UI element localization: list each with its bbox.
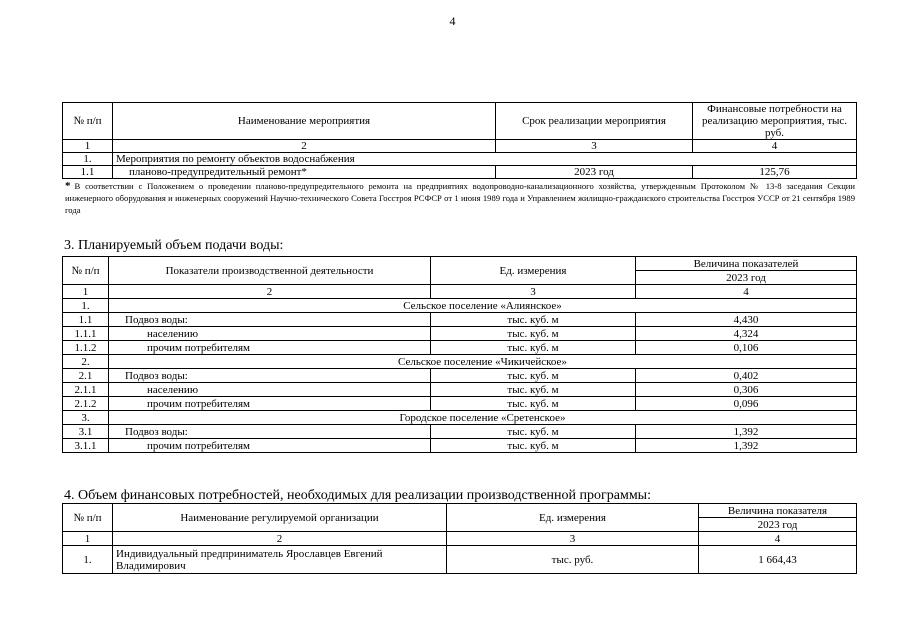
group-title: Мероприятия по ремонту объектов водоснабжения <box>113 153 857 166</box>
page-number: 4 <box>449 14 456 28</box>
section-3-title: 3. Планируемый объем подачи воды: <box>64 238 284 253</box>
table-row <box>63 439 857 453</box>
row-unit: тыс. руб. <box>447 546 699 574</box>
table-row <box>63 166 857 179</box>
row-value: 0,106 <box>636 341 857 355</box>
table-row <box>63 153 857 166</box>
row-name: Индивидуальный предприниматель Ярославцев Евгений Владимирович <box>113 546 447 574</box>
header-num: № п/п <box>63 504 113 532</box>
row-value: 1,392 <box>636 425 857 439</box>
group-title: Сельское поселение «Алиянское» <box>109 299 857 313</box>
footnote <box>65 180 855 216</box>
colnum: 1 <box>63 285 109 299</box>
header-name: Наименование регулируемой организации <box>113 504 447 532</box>
header-unit: Ед. измерения <box>447 504 699 532</box>
row-num: 3.1 <box>63 425 109 439</box>
row-name: прочим потребителям <box>109 439 431 453</box>
header-year: 2023 год <box>636 271 857 285</box>
row-num: 1.1.1 <box>63 327 109 341</box>
group-row <box>63 411 857 425</box>
colnum: 1 <box>63 532 113 546</box>
table-row <box>63 369 857 383</box>
row-num: 3. <box>63 411 109 425</box>
row-unit: тыс. куб. м <box>431 341 636 355</box>
row-term: 2023 год <box>496 166 693 179</box>
row-num: 2.1.1 <box>63 383 109 397</box>
water-supply-table <box>62 256 857 453</box>
row-unit: тыс. куб. м <box>431 313 636 327</box>
header-year: 2023 год <box>699 518 857 532</box>
row-num: 1. <box>63 153 113 166</box>
row-name: прочим потребителям <box>109 341 431 355</box>
row-value: 0,402 <box>636 369 857 383</box>
colnum: 3 <box>431 285 636 299</box>
row-unit: тыс. куб. м <box>431 425 636 439</box>
header-name: Показатели производственной деятельности <box>109 257 431 285</box>
colnum: 4 <box>699 532 857 546</box>
header-name: Наименование мероприятия <box>113 103 496 140</box>
colnum: 2 <box>113 140 496 153</box>
group-title: Городское поселение «Сретенское» <box>109 411 857 425</box>
footnote-text: В соответствии с Положением о проведении планово-предупредительного ремонта на предприятиях водопроводно-канализационного хозяйства, утвержденным Протоколом № 13-8 заседания Секции инженерного оборудования и инженерных сооружений Научно-технического Совета Госстроя РСФСР от 1 июня 1989 года и Управлением жилищно-гражданского строительства Госстроя УССР от 21 сентября 1989 года <box>65 181 855 215</box>
table-row <box>63 397 857 411</box>
row-name: населению <box>109 327 431 341</box>
header-value-group: Величина показателей <box>636 257 857 271</box>
table-row <box>63 425 857 439</box>
row-value: 125,76 <box>693 166 857 179</box>
row-num: 2.1 <box>63 369 109 383</box>
table-row <box>63 546 857 574</box>
group-title: Сельское поселение «Чикичейское» <box>109 355 857 369</box>
table-row <box>63 383 857 397</box>
row-num: 2.1.2 <box>63 397 109 411</box>
row-num: 1.1 <box>63 166 113 179</box>
table-row <box>63 327 857 341</box>
colnum: 4 <box>693 140 857 153</box>
colnum: 1 <box>63 140 113 153</box>
row-name: Подвоз воды: <box>109 425 431 439</box>
row-value: 4,324 <box>636 327 857 341</box>
table-row <box>63 313 857 327</box>
row-value: 1,392 <box>636 439 857 453</box>
header-value: Финансовые потребности на реализацию мероприятия, тыс. руб. <box>693 103 857 140</box>
header-term: Срок реализации мероприятия <box>496 103 693 140</box>
row-value: 1 664,43 <box>699 546 857 574</box>
row-unit: тыс. куб. м <box>431 369 636 383</box>
header-value-group: Величина показателя <box>699 504 857 518</box>
row-num: 1.1 <box>63 313 109 327</box>
row-unit: тыс. куб. м <box>431 327 636 341</box>
measures-table <box>62 102 857 179</box>
colnum: 2 <box>109 285 431 299</box>
row-name: населению <box>109 383 431 397</box>
header-num: № п/п <box>63 257 109 285</box>
header-num: № п/п <box>63 103 113 140</box>
row-value: 0,096 <box>636 397 857 411</box>
section-4-title: 4. Объем финансовых потребностей, необходимых для реализации производственной программы: <box>64 488 651 503</box>
financial-needs-table <box>62 503 857 574</box>
row-num: 3.1.1 <box>63 439 109 453</box>
row-num: 2. <box>63 355 109 369</box>
row-value: 4,430 <box>636 313 857 327</box>
row-name: Подвоз воды: <box>109 313 431 327</box>
row-name: планово-предупредительный ремонт* <box>113 166 496 179</box>
row-unit: тыс. куб. м <box>431 439 636 453</box>
group-row <box>63 355 857 369</box>
footnote-star: * <box>65 180 71 192</box>
row-unit: тыс. куб. м <box>431 397 636 411</box>
colnum: 3 <box>447 532 699 546</box>
group-row <box>63 299 857 313</box>
row-name: Подвоз воды: <box>109 369 431 383</box>
row-name: прочим потребителям <box>109 397 431 411</box>
row-value: 0,306 <box>636 383 857 397</box>
colnum: 3 <box>496 140 693 153</box>
colnum: 2 <box>113 532 447 546</box>
row-unit: тыс. куб. м <box>431 383 636 397</box>
table-row <box>63 341 857 355</box>
row-num: 1. <box>63 299 109 313</box>
header-unit: Ед. измерения <box>431 257 636 285</box>
colnum: 4 <box>636 285 857 299</box>
row-num: 1. <box>63 546 113 574</box>
row-num: 1.1.2 <box>63 341 109 355</box>
